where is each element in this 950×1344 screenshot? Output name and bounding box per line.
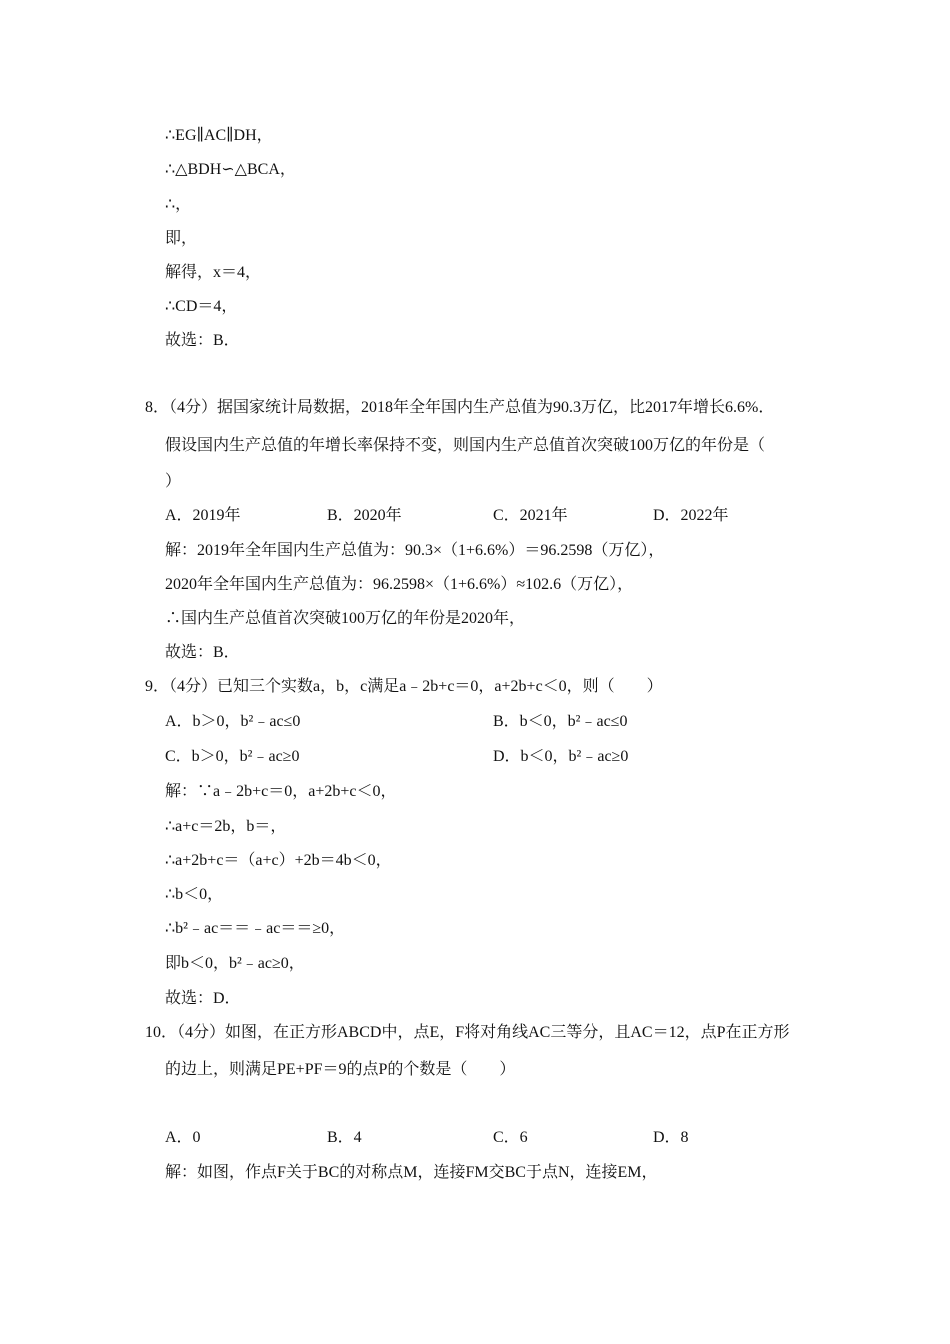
question-9-stem: 9．（4分）已知三个实数a，b，c满足a﹣2b+c＝0，a+2b+c＜0，则（ ） — [145, 678, 663, 695]
solution-line: ∴b²﹣ac＝＝﹣ac＝＝≥0， — [165, 920, 346, 937]
solution-line: ∴a+2b+c＝（a+c）+2b＝4b＜0， — [165, 852, 392, 869]
solution-line: 故选：D． — [165, 990, 241, 1007]
text-line: 即， — [165, 230, 198, 247]
question-8-stem: ） — [165, 473, 182, 490]
solution-line: 解：2019年全年国内生产总值为：90.3×（1+6.6%）＝96.2598（万亿）， — [165, 542, 665, 559]
q10-option-a: A．0 — [165, 1129, 201, 1146]
q8-option-c: C．2021年 — [493, 507, 568, 524]
q10-option-d: D．8 — [653, 1129, 689, 1146]
text-line: ∴EG∥AC∥DH， — [165, 127, 273, 144]
text-line: ∴△BDH∽△BCA， — [165, 161, 296, 178]
text-line: ∴， — [165, 196, 192, 213]
q9-option-c: C．b＞0，b²﹣ac≥0 — [165, 748, 300, 765]
q8-option-b: B．2020年 — [327, 507, 402, 524]
q8-option-a: A．2019年 — [165, 507, 241, 524]
question-8-stem: 假设国内生产总值的年增长率保持不变，则国内生产总值首次突破100万亿的年份是（ — [165, 437, 766, 454]
solution-line: ∴b＜0， — [165, 886, 224, 903]
text-line: 解得，x＝4， — [165, 264, 262, 281]
q10-option-c: C．6 — [493, 1129, 528, 1146]
solution-line: 即b＜0，b²﹣ac≥0， — [165, 955, 305, 972]
solution-line: 解：如图，作点F关于BC的对称点M，连接FM交BC于点N，连接EM， — [165, 1164, 658, 1181]
q9-option-a: A．b＞0，b²﹣ac≤0 — [165, 713, 301, 730]
question-10-stem: 10．（4分）如图，在正方形ABCD中，点E，F将对角线AC三等分，且AC＝12，点P在正方形 — [145, 1024, 790, 1041]
q9-option-d: D．b＜0，b²﹣ac≥0 — [493, 748, 629, 765]
solution-line: 解：∵a﹣2b+c＝0，a+2b+c＜0， — [165, 783, 397, 800]
text-line: 故选：B． — [165, 332, 240, 349]
q9-option-b: B．b＜0，b²﹣ac≤0 — [493, 713, 628, 730]
solution-line: ∴国内生产总值首次突破100万亿的年份是2020年， — [165, 610, 526, 627]
q10-option-b: B．4 — [327, 1129, 362, 1146]
solution-line: 2020年全年国内生产总值为：96.2598×（1+6.6%）≈102.6（万亿）， — [165, 576, 634, 593]
question-8-stem: 8．（4分）据国家统计局数据，2018年全年国内生产总值为90.3万亿，比2017年增长6.6%． — [145, 399, 775, 416]
q8-option-d: D．2022年 — [653, 507, 729, 524]
solution-line: 故选：B． — [165, 644, 240, 661]
question-10-stem: 的边上，则满足PE+PF＝9的点P的个数是（ ） — [165, 1061, 516, 1078]
solution-line: ∴a+c＝2b，b＝， — [165, 818, 287, 835]
text-line: ∴CD＝4， — [165, 298, 238, 315]
